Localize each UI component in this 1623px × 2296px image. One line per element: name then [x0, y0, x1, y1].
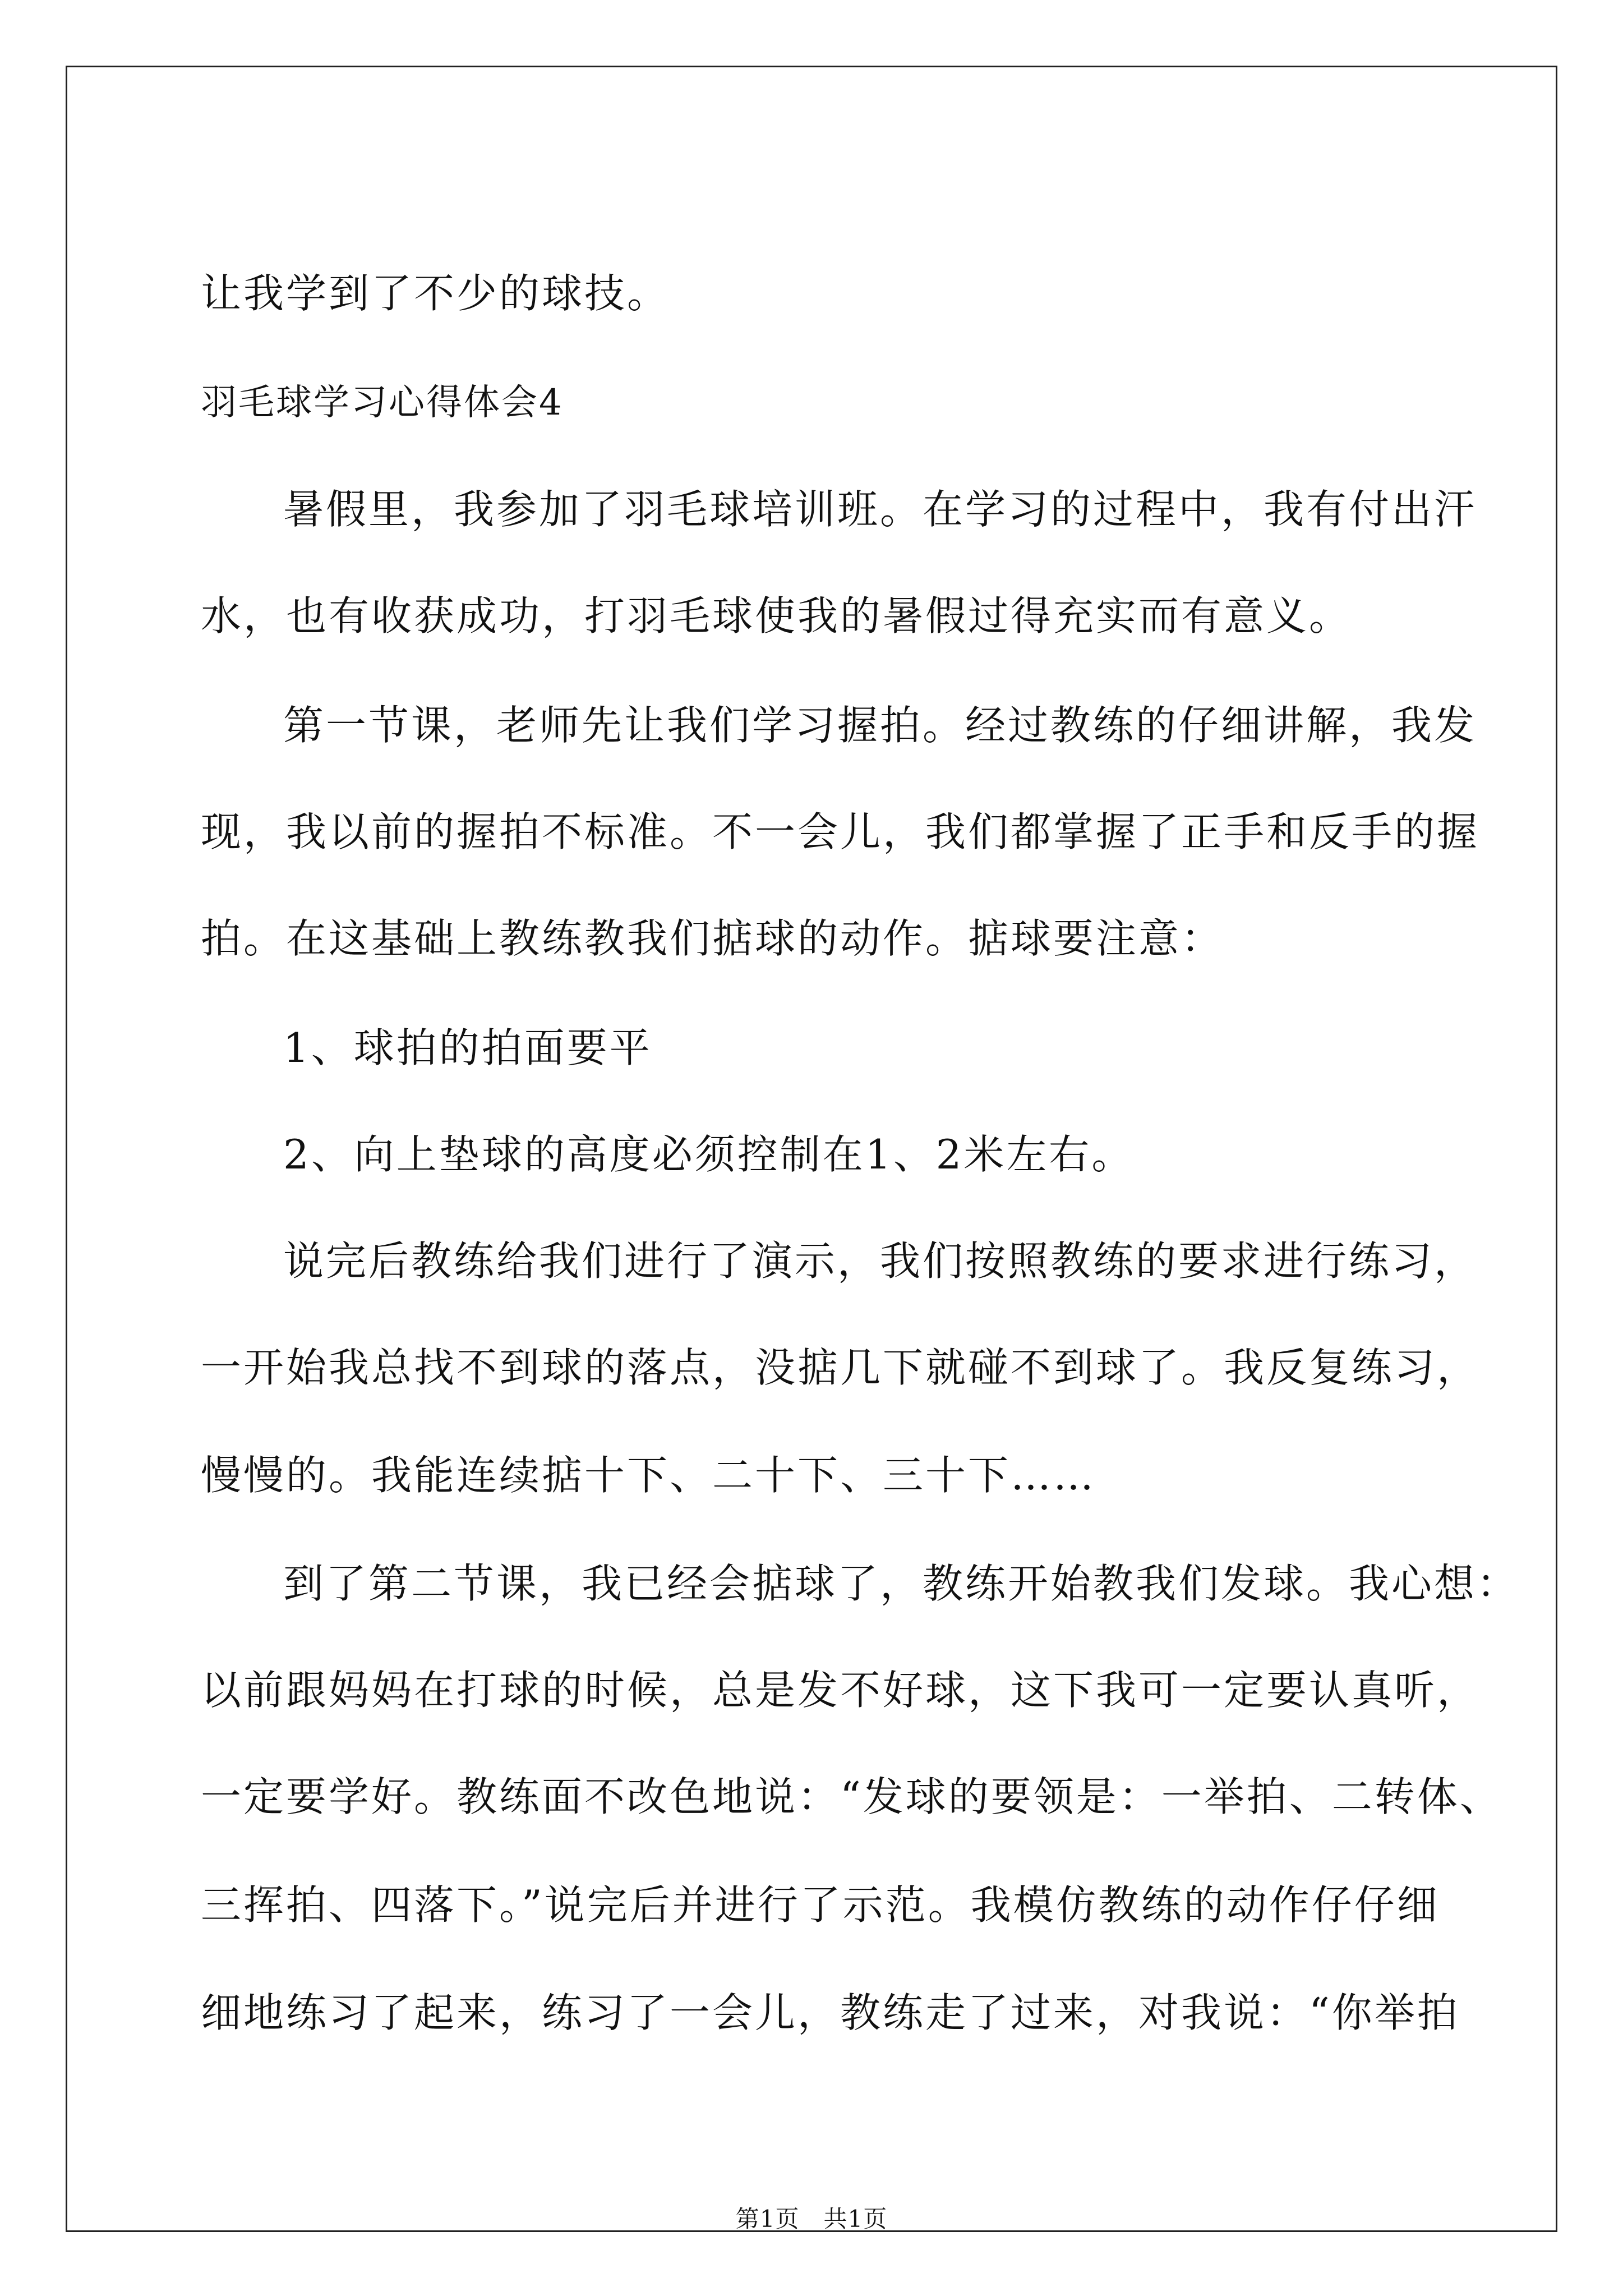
- body-line: 让我学到了不少的球技。: [201, 270, 670, 317]
- page-frame: [66, 66, 1557, 2232]
- body-line: 慢慢的。我能连续掂十下、二十下、三十下……: [201, 1452, 1096, 1499]
- body-line: 水，也有收获成功，打羽毛球使我的暑假过得充实而有意义。: [201, 592, 1352, 639]
- body-line: 现，我以前的握拍不标准。不一会儿，我们都掌握了正手和反手的握: [201, 808, 1480, 855]
- body-line: 一定要学好。教练面不改色地说：“发球的要领是：一举拍、二转体、: [201, 1773, 1502, 1820]
- body-line: 三挥拍、四落下。”说完后并进行了示范。我模仿教练的动作仔仔细: [201, 1881, 1440, 1929]
- body-line: 第一节课，老师先让我们学习握拍。经过教练的仔细讲解，我发: [283, 702, 1477, 749]
- body-line: 以前跟妈妈在打球的时候，总是发不好球，这下我可一定要认真听，: [201, 1667, 1480, 1714]
- page-footer: 第1页 共1页: [735, 2205, 888, 2233]
- section-heading: 羽毛球学习心得体会4: [201, 382, 564, 424]
- body-line: 到了第二节课，我已经会掂球了，教练开始教我们发球。我心想：: [283, 1560, 1520, 1607]
- list-item: 1、球拍的拍面要平: [283, 1024, 652, 1071]
- body-line: 细地练习了起来，练习了一会儿，教练走了过来，对我说：“你举拍: [201, 1989, 1460, 2036]
- body-line: 一开始我总找不到球的落点，没掂几下就碰不到球了。我反复练习，: [201, 1344, 1480, 1391]
- list-item: 2、向上垫球的高度必须控制在1、2米左右。: [283, 1131, 1135, 1178]
- body-line: 暑假里，我参加了羽毛球培训班。在学习的过程中，我有付出汗: [283, 486, 1477, 533]
- body-line: 说完后教练给我们进行了演示，我们按照教练的要求进行练习，: [283, 1237, 1477, 1285]
- body-line: 拍。在这基础上教练教我们掂球的动作。掂球要注意：: [201, 915, 1224, 962]
